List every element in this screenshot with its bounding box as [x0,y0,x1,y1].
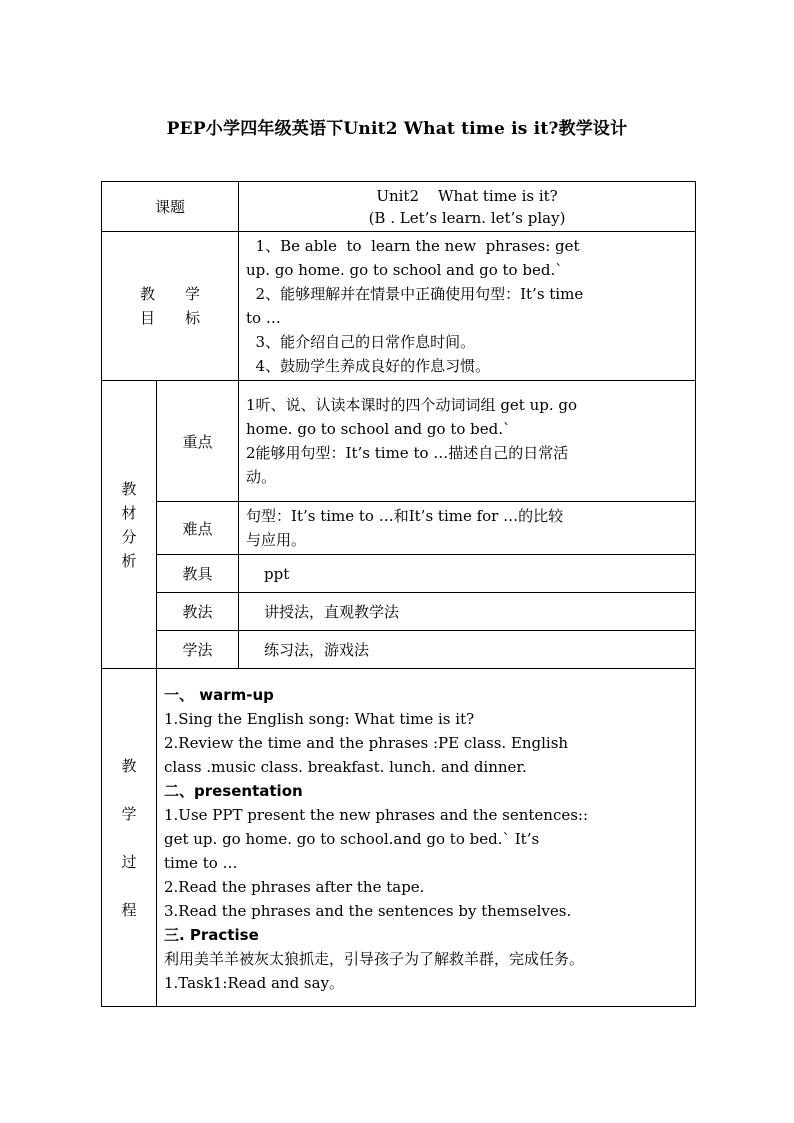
difficulty-row [102,502,696,555]
analysis-label-char: 材 [121,503,137,522]
goals-row [102,232,696,381]
lesson-plan-table [101,181,696,1007]
section-heading: 一、 warm-up [164,686,274,704]
difficulty-content [239,502,696,555]
tools-value: ppt [239,555,696,593]
goal-line: 3、能介绍自己的日常作息时间。 [246,333,476,351]
section-heading: 三. Practise [164,926,259,944]
process-content [157,669,696,1007]
goals-label-line-2: 目 标 [140,309,201,327]
process-line: 2.Read the phrases after the tape. [164,878,425,896]
process-line: 利用美羊羊被灰太狼抓走，引导孩子为了解救羊群，完成任务。 [164,950,585,968]
section-heading: 二、presentation [164,782,303,800]
topic-value [239,182,696,232]
goals-content [239,232,696,381]
key-point-line: 2能够用句型：It’s time to …描述自己的日常活 [246,444,569,462]
process-label-char: 过 [121,852,137,871]
analysis-label-char: 分 [121,527,137,546]
process-row [102,669,696,1007]
key-point-line: home. go to school and go to bed.` [246,420,511,438]
topic-row [102,182,696,232]
goal-line: to … [246,309,281,327]
difficulty-line: 句型：It’s time to …和It’s time for …的比较 [246,507,564,525]
process-line: 1.Sing the English song: What time is it? [164,710,475,728]
process-line: 2.Review the time and the phrases :PE class. English [164,734,569,752]
teaching-method-label: 教法 [157,593,239,631]
key-point-line: 动。 [246,468,277,486]
process-line: 1.Task1:Read and say。 [164,974,345,992]
process-line: time to … [164,854,238,872]
difficulty-label: 难点 [157,502,239,555]
key-point-content [239,381,696,502]
process-label-char: 程 [121,900,137,919]
goal-line: 2、能够理解并在情景中正确使用句型：It’s time [246,285,584,303]
learning-method-label: 学法 [157,631,239,669]
learning-method-row [102,631,696,669]
process-line: get up. go home. go to school.and go to bed.` It’s [164,830,540,848]
analysis-label-char: 教 [121,479,137,498]
goal-line: up. go home. go to school and go to bed.` [246,261,563,279]
goal-line: 1、Be able to learn the new phrases: get [246,237,580,255]
page-title: PEP小学四年级英语下Unit2 What time is it?教学设计 [166,119,628,139]
key-point-line: 1听、说、认读本课时的四个动词词组 get up. go [246,396,578,414]
process-line: 3.Read the phrases and the sentences by themselves. [164,902,572,920]
goals-label-line-1: 教 学 [140,285,201,303]
topic-label: 课题 [102,182,239,232]
analysis-label-char: 析 [121,551,137,570]
key-point-label: 重点 [157,381,239,502]
key-point-row [102,381,696,502]
teaching-method-row [102,593,696,631]
process-label-char: 学 [121,804,137,823]
difficulty-line: 与应用。 [246,531,307,549]
learning-method-value: 练习法，游戏法 [239,631,696,669]
tools-label: 教具 [157,555,239,593]
process-label-char: 教 [121,756,137,775]
process-label [102,669,157,1007]
analysis-label [102,381,157,669]
goals-label [102,232,239,381]
process-line: 1.Use PPT present the new phrases and the sentences:: [164,806,589,824]
tools-row [102,555,696,593]
teaching-method-value: 讲授法，直观教学法 [239,593,696,631]
topic-line-1: Unit2 What time is it? [376,186,558,205]
goal-line: 4、鼓励学生养成良好的作息习惯。 [246,357,491,375]
process-line: class .music class. breakfast. lunch. and dinner. [164,758,527,776]
topic-line-2: (B . Let’s learn. let’s play) [368,208,566,227]
